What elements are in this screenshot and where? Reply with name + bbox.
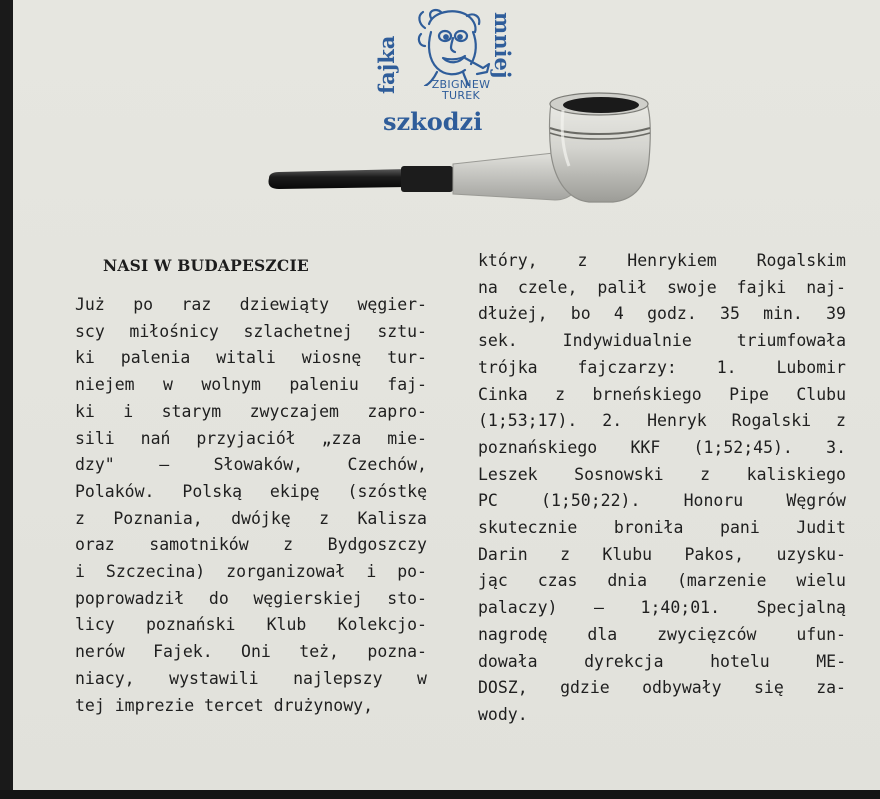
text-line: jąc czas dnia (marzenie wielu [478, 571, 846, 591]
text-line: który, z Henrykiem Rogalskim [478, 251, 846, 270]
text-line: tej imprezie tercet drużynowy, [75, 695, 374, 715]
text-line: Polaków. Polską ekipę (szóstkę [75, 481, 427, 501]
text-line: i Szczecina) zorganizował i po- [75, 562, 427, 582]
logo-author: ZBIGNIEW TUREK [431, 78, 491, 102]
text-line: scy miłośnicy szlachetnej sztu- [75, 321, 427, 341]
text-line: licy poznański Klub Kolekcjo- [75, 615, 427, 635]
text-line: Leszek Sosnowski z kaliskiego [478, 464, 846, 484]
text-line: Darin z Klubu Pakos, uzysku- [478, 544, 846, 564]
text-line: trójka fajczarzy: 1. Lubomir [478, 357, 846, 377]
text-line: dłużej, bo 4 godz. 35 min. 39 [478, 304, 846, 324]
text-line: ki i starym zwyczajem zapro- [75, 401, 427, 421]
article-heading: NASI W BUDAPESZCIE [103, 256, 309, 275]
text-line: oraz samotników z Bydgoszczy [75, 535, 427, 555]
text-line: Cinka z brneńskiego Pipe Clubu [478, 384, 846, 404]
text-line: poznańskiego KKF (1;52;45). 3. [478, 437, 846, 457]
logo-word-fajka: fajka [374, 35, 399, 94]
article-column-right [478, 248, 846, 729]
text-line: palaczy) — 1;40;01. Specjalną [478, 598, 846, 618]
text-line: (1;53;17). 2. Henryk Rogalski z [478, 411, 846, 431]
text-line: dzy" — Słowaków, Czechów, [75, 455, 427, 475]
text-line: niejem w wolnym paleniu faj- [75, 375, 427, 395]
logo-word-mniej: mniej [490, 12, 515, 79]
article-column-left [75, 292, 427, 719]
text-line: z Poznania, dwójkę z Kalisza [75, 508, 427, 528]
bottom-border [0, 790, 880, 799]
pipe-illustration-icon [263, 90, 663, 212]
text-line: na czele, palił swoje fajki naj- [478, 277, 846, 297]
text-line: DOSZ, gdzie odbywały się za- [478, 678, 846, 698]
text-line: sili nań przyjaciół „zza mie- [75, 428, 427, 448]
text-line: poprowadził do węgierskiej sto- [75, 588, 427, 608]
text-line: ki palenia witali wiosnę tur- [75, 348, 427, 368]
text-line: nagrodę dla zwycięzców ufun- [478, 624, 846, 644]
text-line: sek. Indywidualnie triumfowała [478, 331, 846, 351]
left-border [0, 0, 13, 799]
text-line: dowała dyrekcja hotelu ME- [478, 651, 846, 671]
text-line: Już po raz dziewiąty węgier- [75, 295, 427, 314]
caricature-face-icon [407, 6, 491, 86]
text-line: skutecznie broniła pani Judit [478, 518, 846, 538]
text-line: niacy, wystawili najlepszy w [75, 668, 427, 688]
text-line: PC (1;50;22). Honoru Węgrów [478, 491, 846, 511]
text-line: wody. [478, 704, 528, 724]
text-line: nerów Fajek. Oni też, pozna- [75, 642, 427, 662]
logo-word-szkodzi: szkodzi [383, 107, 483, 136]
